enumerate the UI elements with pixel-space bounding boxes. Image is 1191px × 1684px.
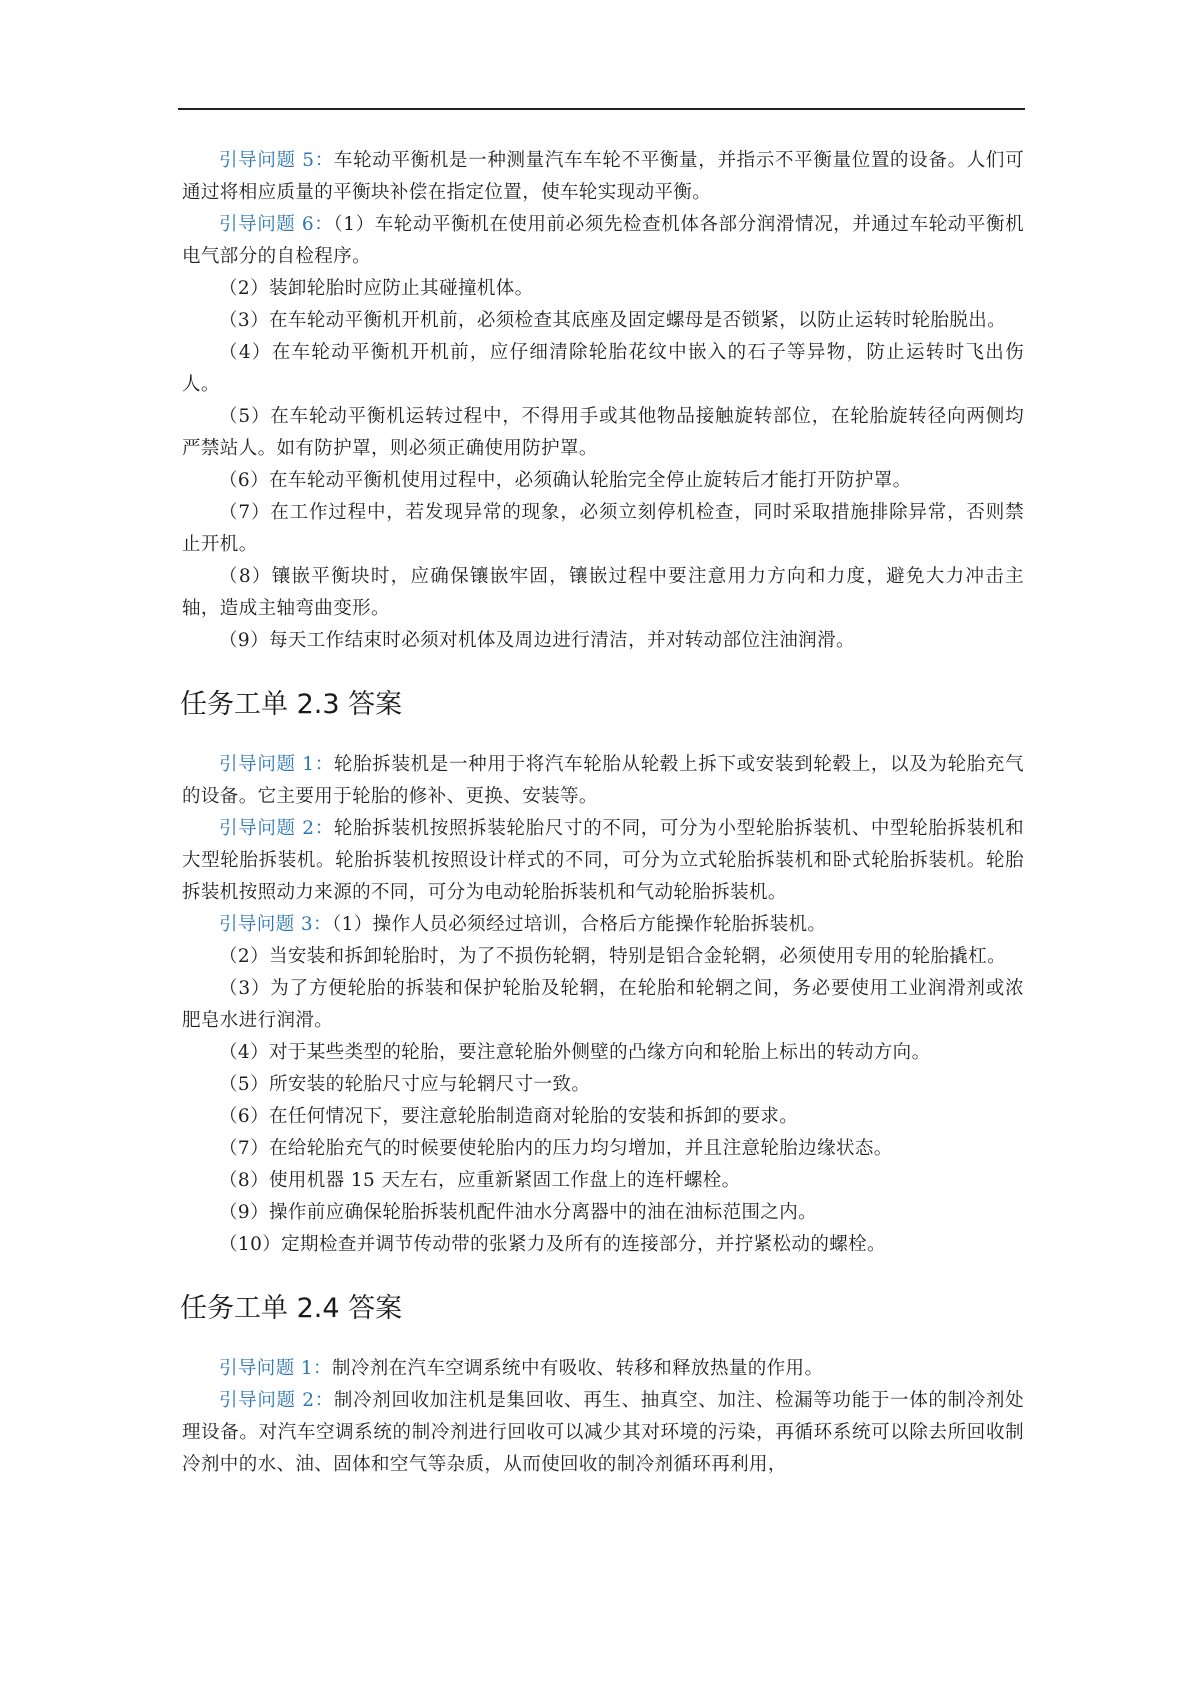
- paragraph: [182, 561, 1024, 625]
- question-label: 引导问题 2：: [219, 818, 334, 839]
- paragraph-text: （3）在车轮动平衡机开机前，必须检查其底座及固定螺母是否锁紧，以防止运转时轮胎脱出。: [219, 310, 1007, 331]
- paragraph-text: （4）对于某些类型的轮胎，要注意轮胎外侧壁的凸缘方向和轮胎上标出的转动方向。: [219, 1042, 931, 1063]
- section-continued: [182, 145, 1024, 657]
- paragraph: [182, 145, 1024, 209]
- paragraph-text: （8）使用机器 15 天左右，应重新紧固工作盘上的连杆螺栓。: [219, 1170, 741, 1191]
- paragraph: [182, 209, 1024, 273]
- question-label: 引导问题 1：: [219, 754, 334, 775]
- paragraph-text: 制冷剂在汽车空调系统中有吸收、转移和释放热量的作用。: [331, 1358, 824, 1379]
- paragraph: [182, 1197, 1024, 1229]
- paragraph-text: 车轮动平衡机是一种测量汽车车轮不平衡量，并指示不平衡量位置的设备。人们可通过将相应质量的平衡块补偿在指定位置，使车轮实现动平衡。: [182, 150, 1025, 203]
- section-task-2-4: [182, 1291, 1024, 1481]
- paragraph: [182, 1133, 1024, 1165]
- question-label: 引导问题 2：: [219, 1390, 334, 1411]
- header-rule: [178, 108, 1025, 110]
- paragraph: [182, 909, 1024, 941]
- paragraph-text: （7）在工作过程中，若发现异常的现象，必须立刻停机检查，同时采取措施排除异常，否则禁止开机。: [182, 502, 1024, 555]
- page-content: [182, 145, 1024, 1481]
- paragraph: [182, 401, 1024, 465]
- paragraph-text: （7）在给轮胎充气的时候要使轮胎内的压力均匀增加，并且注意轮胎边缘状态。: [219, 1138, 893, 1159]
- paragraph: [182, 1165, 1024, 1197]
- paragraph-text: （6）在车轮动平衡机使用过程中，必须确认轮胎完全停止旋转后才能打开防护罩。: [219, 470, 912, 491]
- paragraph-text: （10）定期检查并调节传动带的张紧力及所有的连接部分，并拧紧松动的螺栓。: [219, 1234, 886, 1255]
- paragraph: [182, 497, 1024, 561]
- paragraph: [182, 305, 1024, 337]
- paragraph-text: （8）镶嵌平衡块时，应确保镶嵌牢固，镶嵌过程中要注意用力方向和力度，避免大力冲击主轴，造成主轴弯曲变形。: [182, 566, 1024, 619]
- paragraph: [182, 273, 1024, 305]
- paragraph: [182, 1353, 1024, 1385]
- question-label: 引导问题 6：: [219, 214, 334, 235]
- question-label: 引导问题 3：: [219, 914, 332, 935]
- paragraph: [182, 1037, 1024, 1069]
- paragraph: [182, 1101, 1024, 1133]
- paragraph-text: （9）操作前应确保轮胎拆装机配件油水分离器中的油在油标范围之内。: [219, 1202, 818, 1223]
- paragraph: [182, 749, 1024, 813]
- paragraph-text: （3）为了方便轮胎的拆装和保护轮胎及轮辋，在轮胎和轮辋之间，务必要使用工业润滑剂或浓肥皂水进行润滑。: [182, 978, 1024, 1031]
- section-task-2-3: [182, 687, 1024, 1261]
- paragraph: [182, 813, 1024, 909]
- question-label: 引导问题 1：: [219, 1358, 332, 1379]
- paragraph: [182, 1069, 1024, 1101]
- paragraph-text: （4）在车轮动平衡机开机前，应仔细清除轮胎花纹中嵌入的石子等异物，防止运转时飞出伤人。: [182, 342, 1024, 395]
- paragraph-text: 轮胎拆装机按照拆装轮胎尺寸的不同，可分为小型轮胎拆装机、中型轮胎拆装机和大型轮胎拆装机。轮胎拆装机按照设计样式的不同，可分为立式轮胎拆装机和卧式轮胎拆装机。轮胎拆装机按照动力来源的不同，可分为电动轮胎拆装机和气动轮胎拆装机。: [182, 818, 1025, 903]
- paragraph: [182, 1385, 1024, 1481]
- paragraph-text: （1）车轮动平衡机在使用前必须先检查机体各部分润滑情况，并通过车轮动平衡机电气部分的自检程序。: [182, 214, 1024, 267]
- question-label: 引导问题 5：: [219, 150, 334, 171]
- paragraph-text: （2）装卸轮胎时应防止其碰撞机体。: [219, 278, 534, 299]
- paragraph-text: （9）每天工作结束时必须对机体及周边进行清洁，并对转动部位注油润滑。: [219, 630, 855, 651]
- paragraph-text: （6）在任何情况下，要注意轮胎制造商对轮胎的安装和拆卸的要求。: [219, 1106, 799, 1127]
- paragraph-text: （2）当安装和拆卸轮胎时，为了不损伤轮辋，特别是铝合金轮辋，必须使用专用的轮胎撬杠。: [219, 946, 1007, 967]
- paragraph-text: （1）操作人员必须经过培训，合格后方能操作轮胎拆装机。: [331, 914, 827, 935]
- paragraph-text: 轮胎拆装机是一种用于将汽车轮胎从轮毂上拆下或安装到轮毂上，以及为轮胎充气的设备。它主要用于轮胎的修补、更换、安装等。: [182, 754, 1025, 807]
- paragraph: [182, 625, 1024, 657]
- paragraph-text: 制冷剂回收加注机是集回收、再生、抽真空、加注、检漏等功能于一体的制冷剂处理设备。对汽车空调系统的制冷剂进行回收可以减少其对环境的污染，再循环系统可以除去所回收制冷剂中的水、油、固体和空气等杂质，从而使回收的制冷剂循环再利用，: [182, 1390, 1025, 1475]
- paragraph: [182, 1229, 1024, 1261]
- paragraph: [182, 973, 1024, 1037]
- paragraph-text: （5）所安装的轮胎尺寸应与轮辋尺寸一致。: [219, 1074, 591, 1095]
- section-heading: 任务工单 2.3 答案: [180, 689, 403, 720]
- section-heading: 任务工单 2.4 答案: [180, 1293, 403, 1324]
- paragraph-text: （5）在车轮动平衡机运转过程中，不得用手或其他物品接触旋转部位，在轮胎旋转径向两侧均严禁站人。如有防护罩，则必须正确使用防护罩。: [182, 406, 1024, 459]
- paragraph: [182, 337, 1024, 401]
- paragraph: [182, 465, 1024, 497]
- paragraph: [182, 941, 1024, 973]
